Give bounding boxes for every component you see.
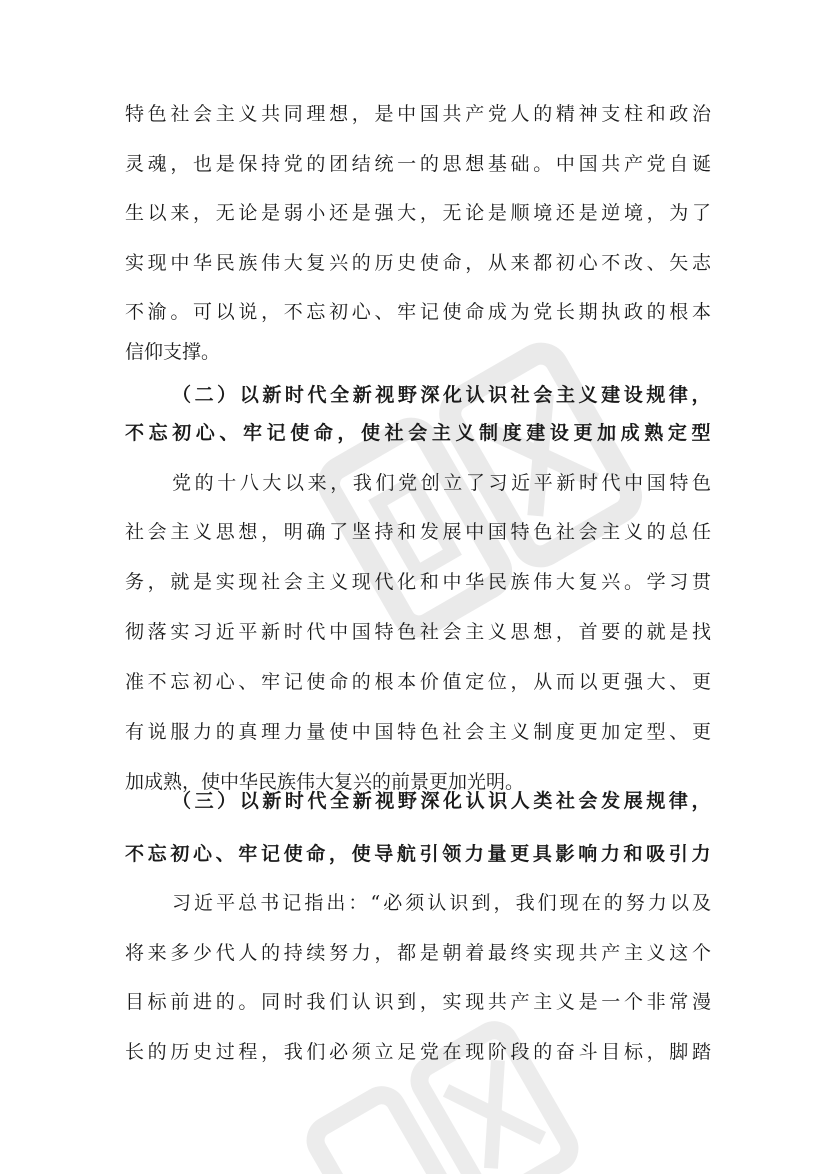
text-line: 社会主义思想，明确了坚持和发展中国特色社会主义的总任	[125, 521, 711, 543]
text-line: 彻落实习近平新时代中国特色社会主义思想，首要的就是找	[125, 621, 711, 643]
text-line: 有说服力的真理力量使中国特色社会主义制度更加定型、更	[125, 721, 711, 743]
text-line: 生以来，无论是弱小还是强大，无论是顺境还是逆境，为了	[125, 202, 711, 224]
section-heading: （二）以新时代全新视野深化认识社会主义建设规律，	[172, 384, 711, 406]
text-line: 准不忘初心、牢记使命的根本价值定位，从而以更强大、更	[125, 671, 711, 693]
text-line: 加成熟，使中华民族伟大复兴的前景更加光明。	[125, 771, 525, 793]
text-line: 信仰支撑。	[125, 341, 221, 363]
text-line: 将来多少代人的持续努力，都是朝着最终实现共产主义这个	[125, 942, 711, 964]
text-line: 不渝。可以说，不忘初心、牢记使命成为党长期执政的根本	[125, 301, 711, 323]
text-line: 特色社会主义共同理想，是中国共产党人的精神支柱和政治	[125, 103, 711, 125]
text-line: 习近平总书记指出：“必须认识到，我们现在的努力以及	[172, 892, 711, 914]
section-heading: 不忘初心、牢记使命，使导航引领力量更具影响力和吸引力	[125, 843, 711, 865]
text-line: 灵魂，也是保持党的团结统一的思想基础。中国共产党自诞	[125, 153, 711, 175]
section-heading: 不忘初心、牢记使命，使社会主义制度建设更加成熟定型	[125, 422, 711, 444]
text-line: 长的历史过程，我们必须立足党在现阶段的奋斗目标，脚踏	[125, 1041, 711, 1063]
text-line: 党的十八大以来，我们党创立了习近平新时代中国特色	[172, 472, 711, 494]
text-line: 目标前进的。同时我们认识到，实现共产主义是一个非常漫	[125, 991, 711, 1013]
section-heading: （三）以新时代全新视野深化认识人类社会发展规律，	[172, 790, 711, 812]
text-line: 实现中华民族伟大复兴的历史使命，从来都初心不改、矢志	[125, 252, 711, 274]
text-line: 务，就是实现社会主义现代化和中华民族伟大复兴。学习贯	[125, 571, 711, 593]
